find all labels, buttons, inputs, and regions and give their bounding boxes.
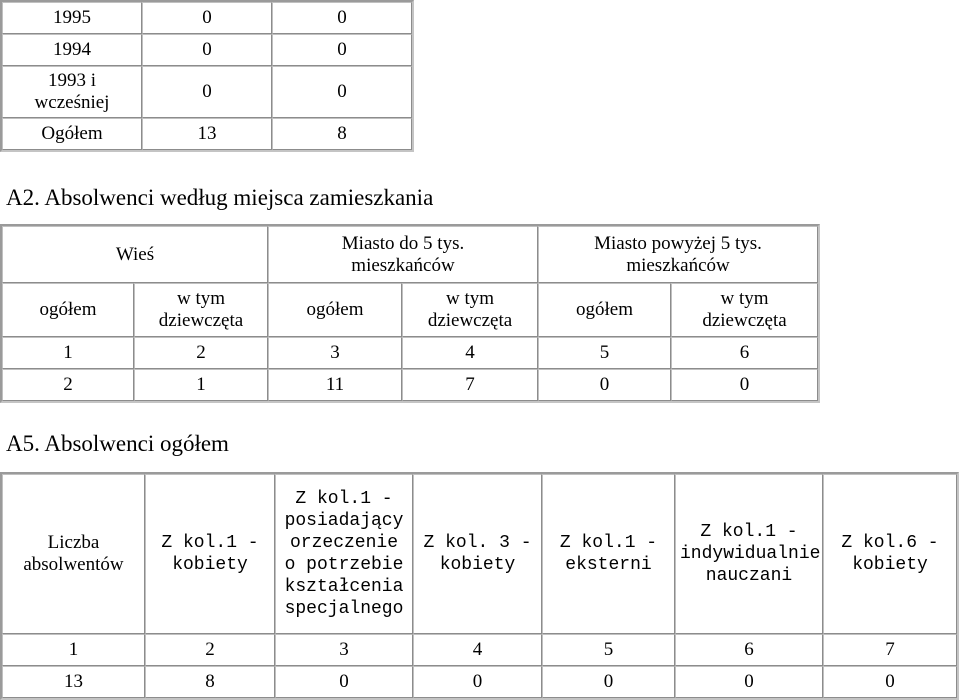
value-cell: 8 [145, 666, 275, 698]
residence-table [0, 224, 820, 403]
table-row [2, 118, 412, 150]
value-cell: 0 [675, 666, 823, 698]
column-number: 6 [671, 337, 818, 369]
value-cell: 0 [538, 369, 671, 401]
column-number: 2 [145, 634, 275, 666]
year-summary-table [0, 0, 414, 152]
value-cell: 11 [268, 369, 402, 401]
value-cell: 0 [413, 666, 542, 698]
column-number: 1 [2, 634, 145, 666]
year-cell: 1993 i wcześniej [2, 66, 142, 118]
subheader-row [2, 283, 818, 337]
column-header: Z kol.6 - kobiety [823, 474, 957, 634]
column-number: 5 [538, 337, 671, 369]
year-cell: 1995 [2, 2, 142, 34]
year-cell: Ogółem [2, 118, 142, 150]
column-header: Z kol. 3 - kobiety [413, 474, 542, 634]
section-heading-a5: A5. Absolwenci ogółem [6, 431, 229, 456]
value-cell: 1 [134, 369, 268, 401]
value-cell: 2 [2, 369, 134, 401]
value-cell: 13 [2, 666, 145, 698]
subheader: ogółem [2, 283, 134, 337]
column-number: 1 [2, 337, 134, 369]
value-cell: 0 [275, 666, 413, 698]
header-row [2, 474, 957, 634]
value-cell: 0 [272, 2, 412, 34]
table-row [2, 34, 412, 66]
column-number: 7 [823, 634, 957, 666]
value-cell: 0 [142, 66, 272, 118]
value-cell: 0 [142, 2, 272, 34]
column-number: 3 [275, 634, 413, 666]
column-header: Liczba absolwentów [2, 474, 145, 634]
column-number-row [2, 634, 957, 666]
column-number: 2 [134, 337, 268, 369]
column-header: Z kol.1 - indywidualnie nauczani [675, 474, 823, 634]
table-row [2, 66, 412, 118]
value-cell: 13 [142, 118, 272, 150]
subheader: ogółem [538, 283, 671, 337]
table-row [2, 2, 412, 34]
value-cell: 0 [542, 666, 675, 698]
value-cell: 0 [272, 66, 412, 118]
table-row [2, 369, 818, 401]
group-header: Miasto powyżej 5 tys. mieszkańców [538, 226, 818, 283]
group-header-row [2, 226, 818, 283]
column-number: 3 [268, 337, 402, 369]
column-header: Z kol.1 - kobiety [145, 474, 275, 634]
subheader: w tym dziewczęta [402, 283, 538, 337]
column-header: Z kol.1 - posiadający orzeczenie o potrzebie kształcenia specjalnego [275, 474, 413, 634]
column-number: 6 [675, 634, 823, 666]
column-number-row [2, 337, 818, 369]
group-header: Wieś [2, 226, 268, 283]
value-cell: 0 [671, 369, 818, 401]
value-cell: 0 [142, 34, 272, 66]
column-number: 4 [413, 634, 542, 666]
group-header: Miasto do 5 tys. mieszkańców [268, 226, 538, 283]
column-header: Z kol.1 - eksterni [542, 474, 675, 634]
section-heading-a2: A2. Absolwenci według miejsca zamieszkania [6, 185, 434, 210]
column-number: 5 [542, 634, 675, 666]
column-number: 4 [402, 337, 538, 369]
table-row [2, 666, 957, 698]
value-cell: 0 [272, 34, 412, 66]
graduates-total-table [0, 472, 959, 700]
subheader: ogółem [268, 283, 402, 337]
subheader: w tym dziewczęta [134, 283, 268, 337]
subheader: w tym dziewczęta [671, 283, 818, 337]
value-cell: 8 [272, 118, 412, 150]
value-cell: 7 [402, 369, 538, 401]
value-cell: 0 [823, 666, 957, 698]
year-cell: 1994 [2, 34, 142, 66]
